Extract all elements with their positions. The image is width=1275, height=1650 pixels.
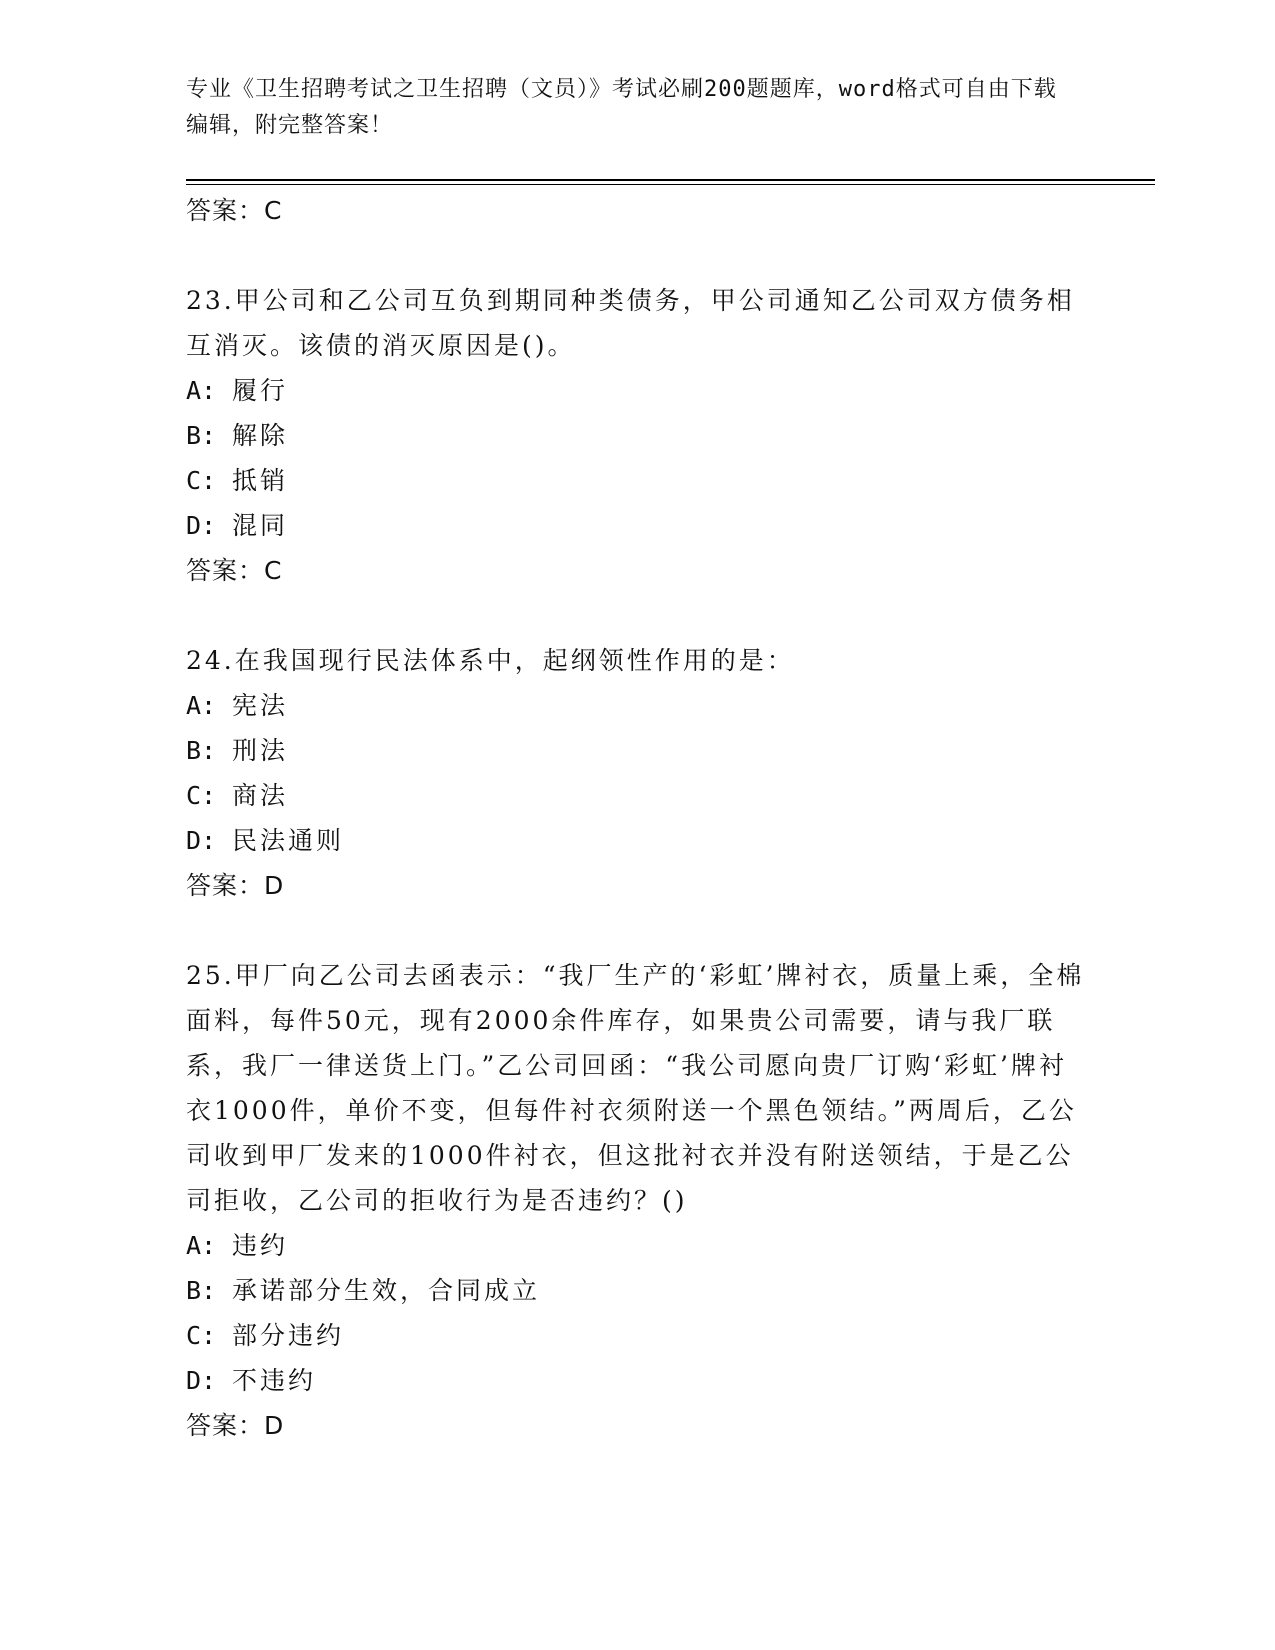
option-letter: B:	[186, 421, 217, 450]
option-letter: D:	[186, 1366, 217, 1395]
option-text: 宪法	[232, 691, 289, 720]
option-text: 混同	[232, 511, 289, 540]
option-text: 违约	[232, 1231, 289, 1260]
option-b	[186, 728, 1086, 773]
option-text: 商法	[232, 781, 289, 810]
question-25	[186, 953, 1086, 1449]
option-d	[186, 818, 1086, 863]
option-b	[186, 413, 1086, 458]
option-d	[186, 1358, 1086, 1403]
question-24	[186, 638, 1086, 909]
header-rule-thick	[186, 179, 1155, 181]
option-text: 解除	[232, 421, 289, 450]
option-c	[186, 458, 1086, 503]
option-text: 承诺部分生效，合同成立	[232, 1276, 541, 1305]
answer-line: 答案：C	[186, 556, 283, 585]
option-letter: B:	[186, 736, 217, 765]
document-body	[186, 188, 1086, 1449]
question-23	[186, 278, 1086, 594]
answer-line: 答案：C	[186, 196, 283, 225]
option-letter: C:	[186, 781, 217, 810]
option-text: 刑法	[232, 736, 289, 765]
header-rule-thin	[186, 184, 1155, 185]
answer-line: 答案：D	[186, 1411, 285, 1440]
option-letter: D:	[186, 826, 217, 855]
document-header: 专业《卫生招聘考试之卫生招聘（文员）》考试必刷200题题库，word格式可自由下载编辑，附完整答案！	[186, 77, 1057, 138]
option-d	[186, 503, 1086, 548]
option-text: 不违约	[232, 1366, 317, 1395]
option-letter: D:	[186, 511, 217, 540]
option-letter: C:	[186, 466, 217, 495]
option-letter: A:	[186, 376, 217, 405]
option-c	[186, 1313, 1086, 1358]
option-c	[186, 773, 1086, 818]
option-text: 履行	[232, 376, 289, 405]
question-text: 25.甲厂向乙公司去函表示：“我厂生产的‘彩虹’牌衬衣，质量上乘，全棉面料，每件50元，现有2000余件库存，如果贵公司需要，请与我厂联系，我厂一律送货上门。”乙公司回函：“我公司愿向贵厂订购‘彩虹’牌衬衣1000件，单价不变，但每件衬衣须附送一个黑色领结。”两周后，乙公司收到甲厂发来的1000件衬衣，但这批衬衣并没有附送领结，于是乙公司拒收，乙公司的拒收行为是否违约？()	[186, 961, 1085, 1215]
answer-line: 答案：D	[186, 871, 285, 900]
option-text: 部分违约	[232, 1321, 345, 1350]
option-a	[186, 368, 1086, 413]
option-text: 抵销	[232, 466, 289, 495]
option-letter: A:	[186, 1231, 217, 1260]
option-text: 民法通则	[232, 826, 345, 855]
option-letter: B:	[186, 1276, 217, 1305]
option-letter: C:	[186, 1321, 217, 1350]
option-a	[186, 683, 1086, 728]
option-letter: A:	[186, 691, 217, 720]
question-text: 24.在我国现行民法体系中，起纲领性作用的是：	[186, 646, 795, 675]
option-a	[186, 1223, 1086, 1268]
question-text: 23.甲公司和乙公司互负到期同种类债务，甲公司通知乙公司双方债务相互消灭。该债的消灭原因是()。	[186, 286, 1075, 360]
option-b	[186, 1268, 1086, 1313]
